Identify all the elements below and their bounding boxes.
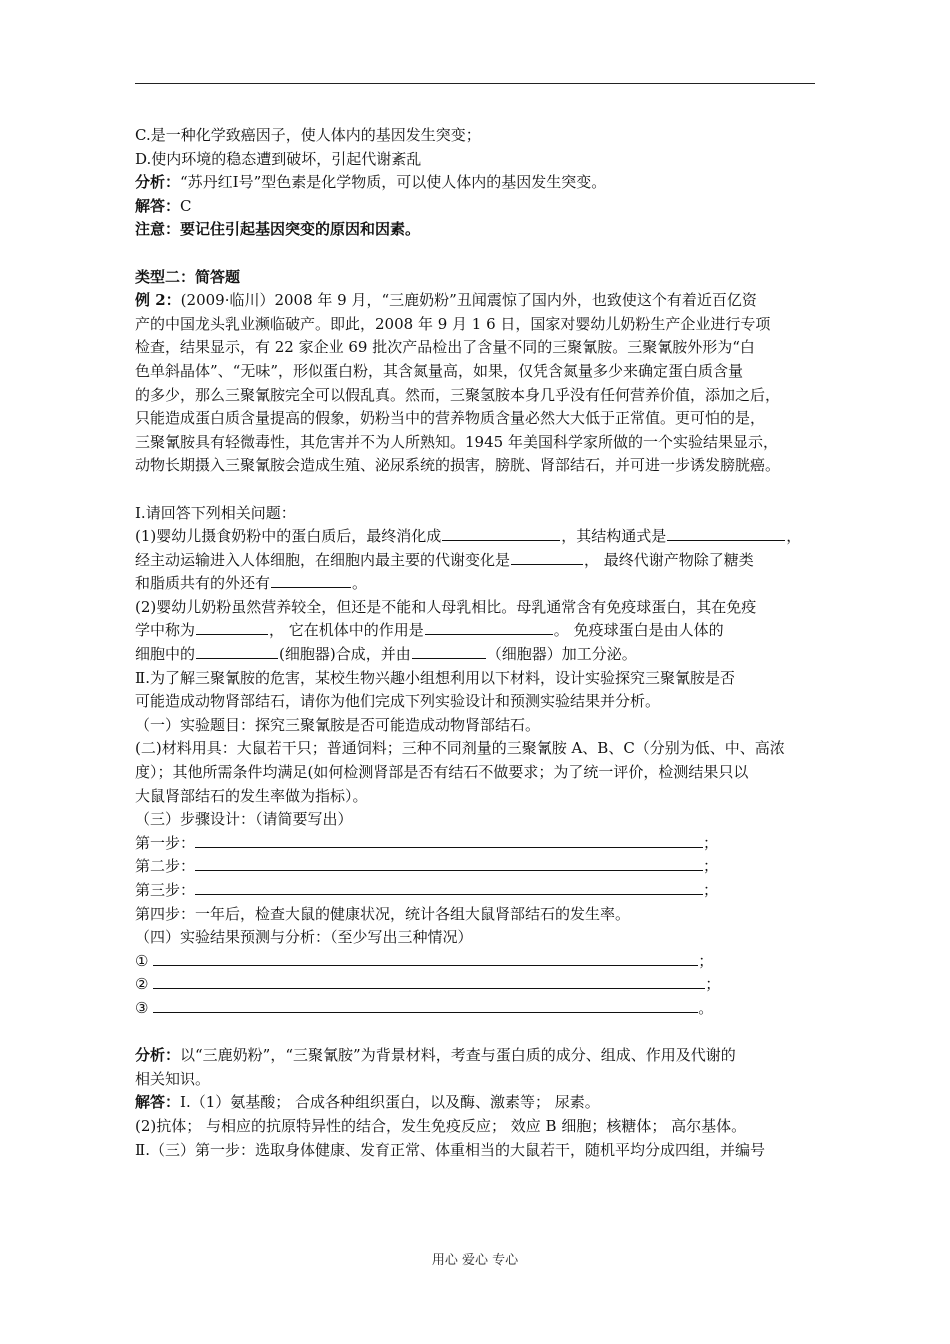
step-1-blank[interactable] — [195, 832, 703, 848]
example-2-line-4: 色单斜晶体”、“无味”，形似蛋白粉，其含氮量高，如果，仅凭含氮量多少来确定蛋白质含量 — [135, 361, 744, 380]
step-3-end: ； — [703, 881, 719, 899]
prediction-2-line — [135, 973, 817, 997]
option-d: D.使内环境的稳态遭到破坏，引起代谢紊乱 — [135, 149, 422, 168]
prediction-1-label: ① — [135, 951, 149, 970]
prediction-3-label: ③ — [135, 998, 149, 1017]
q1-text-a1: (1)婴幼儿摄食奶粉中的蛋白质后，最终消化成 — [135, 527, 442, 546]
prediction-2-blank[interactable] — [153, 973, 705, 989]
question-3-line-g: （三）步骤设计：（请简要写出） — [135, 810, 353, 829]
question-3-line-a: Ⅱ.为了解三聚氰胺的危害，某校生物兴趣小组想利用以下材料，设计实验探究三聚氰胺是否 — [135, 668, 735, 687]
answer-2-label: 解答： — [135, 1093, 181, 1112]
question-3-line-c: （一）实验题目：探究三聚氰胺是否可能造成动物肾部结石。 — [135, 715, 541, 734]
step-1-line — [135, 832, 817, 856]
example-2-line-5: 的多少，那么三聚氰胺完全可以假乱真。然而，三聚氢胺本身几乎没有任何营养价值，添加之后， — [135, 385, 781, 404]
analysis-2-label: 分析： — [135, 1046, 181, 1065]
answer-blank-organelle-2[interactable] — [412, 643, 486, 659]
prediction-3-blank[interactable] — [153, 997, 698, 1013]
step-4-line: 第四步：一年后，检查大鼠的健康状况，统计各组大鼠肾部结石的发生率。 — [135, 904, 631, 923]
answer-blank-metabolism[interactable] — [511, 549, 583, 565]
example-label: 例 2： — [135, 291, 181, 310]
prediction-3-line — [135, 997, 817, 1021]
q1-text-c1: 和脂质共有的外还有 — [135, 574, 271, 593]
example-2-line-6: 只能造成蛋白质含量提高的假象，奶粉当中的营养物质含量必然大大低于正常值。更可怕的是， — [135, 409, 766, 428]
q2-text-c2: (细胞器)合成，并由 — [279, 645, 411, 664]
question-3-line-d: (二)材料用具：大鼠若干只；普通饲料；三种不同剂量的三聚氰胺 A、B、C（分别为低、中、高浓 — [135, 739, 785, 758]
section-heading: 类型二：简答题 — [135, 267, 241, 286]
step-3-label: 第三步： — [135, 881, 196, 899]
q2-text-b2: ， 它在机体中的作用是 — [269, 621, 424, 640]
prediction-2-end: ； — [705, 975, 721, 994]
step-1-end: ； — [703, 833, 719, 852]
answer-blank-amino[interactable] — [442, 525, 560, 541]
question-3-line-b: 可能造成动物肾部结石，请你为他们完成下列实验设计和预测实验结果并分析。 — [135, 692, 661, 711]
q2-text-b3: 。 免疫球蛋白是由人体的 — [553, 621, 724, 640]
analysis-label: 分析： — [135, 173, 181, 192]
document-body — [135, 124, 817, 1162]
answer-2-text: Ⅰ.（1）氨基酸； 合成各种组织蛋白，以及酶、激素等； 尿素。 — [180, 1093, 600, 1112]
prediction-2-label: ② — [135, 975, 149, 994]
question-2-line-c — [135, 643, 817, 667]
answer-blank-formula[interactable] — [667, 525, 785, 541]
step-2-blank[interactable] — [195, 855, 703, 871]
question-1-line-c — [135, 572, 817, 596]
step-2-label: 第二步： — [135, 857, 196, 876]
answer-2-line-1 — [135, 1091, 817, 1115]
example-2-line-8: 动物长期摄入三聚氰胺会造成生殖、泌尿系统的损害，膀胱、肾部结石，并可进一步诱发膀胱癌。 — [135, 456, 781, 475]
q2-text-b1: 学中称为 — [135, 621, 196, 640]
answer-blank-antibody[interactable] — [196, 619, 268, 635]
header-rule — [135, 83, 815, 84]
q2-text-c3: （细胞器）加工分泌。 — [486, 645, 637, 664]
q1-text-b1: 经主动运输进入人体细胞，在细胞内最主要的代谢变化是 — [135, 550, 511, 569]
q1-text-a3: ， — [786, 527, 802, 546]
question-3-line-h: （四）实验结果预测与分析：（至少写出三种情况） — [135, 928, 473, 947]
prediction-1-end: ； — [698, 951, 714, 970]
example-2-line-2: 产的中国龙头乳业濒临破产。即此，2008 年 9 月 1 6 日，国家对婴幼儿奶粉生产企业进行专项 — [135, 314, 771, 333]
question-3-line-f: 大鼠肾部结石的发生率做为指标）。 — [135, 786, 368, 805]
analysis-2-text: 以“三鹿奶粉”，“三聚氰胺”为背景材料，考查与蛋白质的成分、组成、作用及代谢的 — [180, 1046, 736, 1065]
example-2-line-1 — [135, 289, 817, 313]
analysis-2-line-1 — [135, 1044, 817, 1068]
step-2-end: ； — [703, 857, 719, 876]
answer-text: C — [180, 196, 192, 215]
analysis-1 — [135, 171, 817, 195]
answer-1 — [135, 195, 817, 219]
question-2-line-b — [135, 619, 817, 643]
answer-label: 解答： — [135, 196, 181, 215]
prediction-3-end: 。 — [698, 998, 714, 1017]
question-1-line-b — [135, 549, 817, 573]
example-2-line-7: 三聚氰胺具有轻微毒性，其危害并不为人所熟知。1945 年美国科学家所做的一个实验结果显示， — [135, 432, 778, 451]
analysis-2-line-2: 相关知识。 — [135, 1069, 211, 1088]
note-line: 注意：要记住引起基因突变的原因和因素。 — [135, 220, 421, 239]
page-footer: 用心 爱心 专心 — [431, 1253, 519, 1268]
example-text: (2009·临川）2008 年 9 月，“三鹿奶粉”丑闻震惊了国内外，也致使这个有着近百亿资 — [180, 291, 757, 310]
q2-text-c1: 细胞中的 — [135, 645, 196, 664]
step-3-blank[interactable] — [195, 879, 703, 895]
answer-2-line-3: Ⅱ.（三）第一步：选取身体健康、发育正常、体重相当的大鼠若干，随机平均分成四组，并编号 — [135, 1140, 765, 1159]
answer-blank-organelle-1[interactable] — [196, 643, 278, 659]
q1-text-c2: 。 — [352, 574, 368, 593]
prediction-1-line — [135, 950, 817, 974]
option-c: C.是一种化学致癌因子，使人体内的基因发生突变； — [135, 126, 481, 144]
answer-blank-product[interactable] — [271, 572, 351, 588]
question-1-intro: Ⅰ.请回答下列相关问题： — [135, 503, 296, 522]
question-2-line-a: (2)婴幼儿奶粉虽然营养较全，但还是不能和人母乳相比。母乳通常含有免疫球蛋白，其在免疫 — [135, 597, 757, 616]
question-1-line-a — [135, 525, 817, 549]
analysis-text: “苏丹红Ⅰ号”型色素是化学物质，可以使人体内的基因发生突变。 — [180, 173, 607, 192]
prediction-1-blank[interactable] — [153, 950, 698, 966]
example-2-line-3: 检查，结果显示，有 22 家企业 69 批次产品检出了含量不同的三聚氰胺。三聚氰胺外形为“白 — [135, 338, 755, 357]
answer-2-line-2: (2)抗体； 与相应的抗原特异性的结合，发生免疫反应； 效应 B 细胞；核糖体； 高尔基体。 — [135, 1116, 747, 1135]
q1-text-a2: ，其结构通式是 — [561, 527, 667, 546]
step-3-line — [135, 879, 817, 903]
answer-blank-function[interactable] — [425, 619, 553, 635]
step-1-label: 第一步： — [135, 833, 196, 852]
step-2-line — [135, 855, 817, 879]
question-3-line-e: 度）；其他所需条件均满足(如何检测肾部是否有结石不做要求；为了统一评价，检测结果只以 — [135, 763, 749, 782]
q1-text-b2: ， 最终代谢产物除了糖类 — [584, 550, 754, 569]
